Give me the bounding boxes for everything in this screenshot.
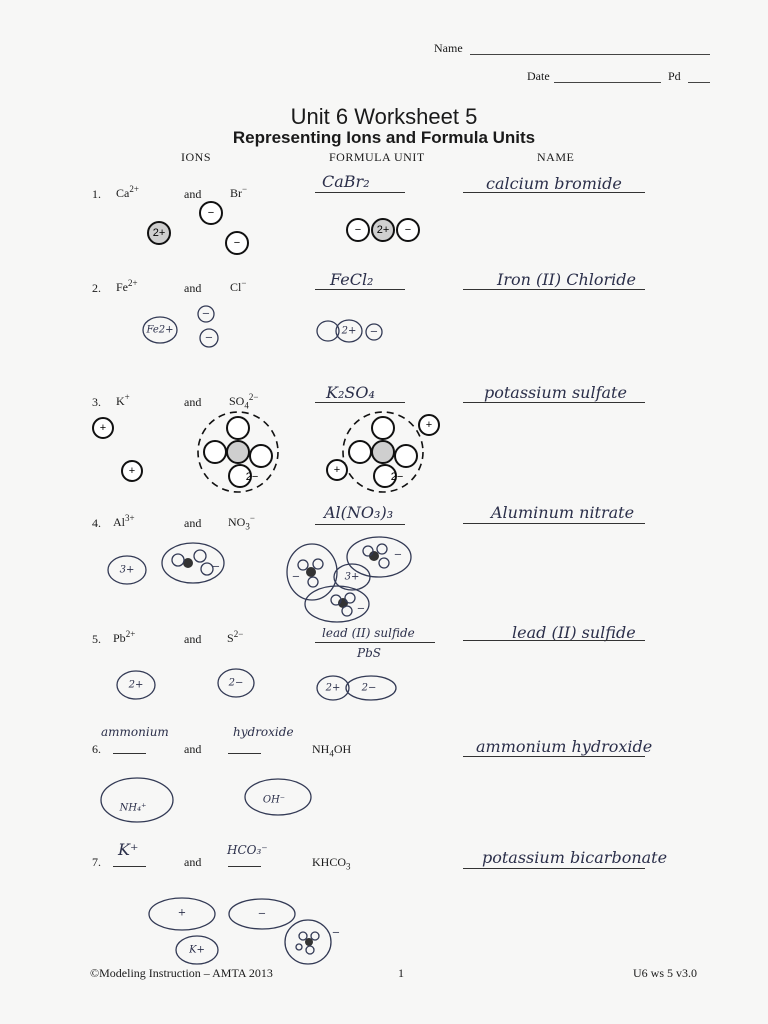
oxygen-atom bbox=[299, 932, 307, 940]
formula-answer: Al(NO₃)₃ bbox=[324, 503, 394, 522]
charge-label: − bbox=[211, 561, 221, 573]
problem-number: 7. bbox=[92, 855, 101, 869]
formula-printed: $KHCO_3$ bbox=[312, 855, 351, 872]
and-word: and bbox=[184, 281, 202, 295]
name-answer: potassium sulfate bbox=[484, 383, 627, 402]
charge-label: − bbox=[207, 207, 215, 219]
name-answer: Iron (II) Chloride bbox=[497, 270, 636, 289]
charge-label: 3+ bbox=[119, 564, 135, 576]
formula-answer-2: PbS bbox=[357, 646, 381, 660]
footer-copyright: ©Modeling Instruction – AMTA 2013 bbox=[90, 966, 273, 980]
cation-symbol: $Fe^{2+}$ bbox=[116, 278, 138, 294]
pd-label: Pd bbox=[668, 69, 681, 83]
cation-symbol: $Al^{3+}$ bbox=[113, 513, 135, 529]
charge-label: + bbox=[99, 422, 107, 434]
cation-symbol: $Pb^{2+}$ bbox=[113, 629, 136, 645]
name-answer: ammonium hydroxide bbox=[476, 737, 653, 756]
problem-number: 3. bbox=[92, 395, 101, 409]
name-answer: calcium bromide bbox=[486, 174, 622, 193]
anion-symbol: $SO_4^{2-}$ bbox=[229, 392, 259, 411]
problem-number: 1. bbox=[92, 187, 101, 201]
ion-label: NH₄⁺ bbox=[119, 802, 147, 814]
formula-answer: FeCl₂ bbox=[330, 270, 374, 289]
and-word: and bbox=[184, 187, 202, 201]
charge-label: − bbox=[233, 237, 241, 249]
charge-label: − bbox=[356, 603, 366, 615]
charge-label: + bbox=[333, 464, 341, 476]
charge-label: − bbox=[404, 224, 412, 236]
page-subtitle: Representing Ions and Formula Units bbox=[232, 128, 536, 147]
ion-label: OH⁻ bbox=[262, 794, 286, 806]
col-formula-unit: FORMULA UNIT bbox=[329, 150, 425, 164]
formula-answer: lead (II) sulfide bbox=[322, 626, 415, 640]
charge-label: − bbox=[204, 332, 214, 344]
charge-label: + bbox=[177, 907, 187, 919]
page-number: 1 bbox=[398, 966, 404, 980]
hydrogen-atom bbox=[296, 944, 302, 950]
charge-label: − bbox=[393, 549, 403, 561]
and-word: and bbox=[184, 632, 202, 646]
formula-printed: $NH_4OH$ bbox=[312, 742, 352, 759]
anion-symbol: $NO_3^-$ bbox=[228, 513, 255, 532]
charge-label: 2− bbox=[361, 682, 377, 694]
charge-label: 2+ bbox=[128, 679, 144, 691]
and-word: and bbox=[184, 395, 202, 409]
problem-number: 5. bbox=[92, 632, 101, 646]
problem-number: 6. bbox=[92, 742, 101, 756]
oxygen-atom bbox=[306, 946, 314, 954]
name-answer: Aluminum nitrate bbox=[491, 503, 635, 522]
oxygen-atom bbox=[311, 932, 319, 940]
name-answer: potassium bicarbonate bbox=[482, 848, 668, 867]
charge-label: 2− bbox=[228, 677, 244, 689]
anion-answer: hydroxide bbox=[233, 725, 294, 739]
col-ions: IONS bbox=[181, 150, 212, 164]
charge-label: + bbox=[425, 419, 433, 431]
charge-label: 2− bbox=[390, 471, 404, 483]
charge-label: − bbox=[331, 927, 341, 939]
anion-symbol: $S^{2-}$ bbox=[227, 629, 244, 645]
charge-label: 2+ bbox=[341, 325, 357, 337]
anion-symbol: Cl− bbox=[230, 278, 247, 294]
and-word: and bbox=[184, 855, 202, 869]
charge-label: Fe2+ bbox=[146, 324, 174, 336]
charge-label: 2+ bbox=[325, 682, 341, 694]
cation-answer: K⁺ bbox=[118, 840, 139, 859]
anion-symbol: Br− bbox=[230, 184, 248, 200]
problem-number: 2. bbox=[92, 281, 101, 295]
charge-label: − bbox=[291, 571, 301, 583]
ion-label: K+ bbox=[189, 944, 205, 956]
charge-label: − bbox=[201, 308, 211, 320]
charge-label: − bbox=[369, 326, 379, 338]
formula-answer: CaBr₂ bbox=[322, 172, 370, 191]
name-answer: lead (II) sulfide bbox=[512, 623, 636, 642]
charge-label: − bbox=[354, 224, 362, 236]
charge-label: 2+ bbox=[152, 227, 166, 239]
cation-symbol: K+ bbox=[116, 392, 130, 408]
and-word: and bbox=[184, 516, 202, 530]
cation-answer: ammonium bbox=[101, 725, 169, 739]
charge-label: 2− bbox=[245, 471, 259, 483]
footer-version: U6 ws 5 v3.0 bbox=[633, 966, 698, 980]
col-name: NAME bbox=[537, 150, 575, 164]
problem-number: 4. bbox=[92, 516, 101, 530]
charge-label: − bbox=[257, 908, 267, 920]
date-label: Date bbox=[527, 69, 550, 83]
name-label: Name bbox=[434, 41, 463, 55]
charge-label: + bbox=[128, 465, 136, 477]
cation-symbol: $Ca^{2+}$ bbox=[116, 184, 139, 200]
charge-label: 2+ bbox=[376, 224, 390, 236]
page-title: Unit 6 Worksheet 5 bbox=[290, 104, 478, 129]
formula-answer: K₂SO₄ bbox=[326, 383, 375, 402]
anion-answer: HCO₃⁻ bbox=[227, 843, 268, 857]
charge-label: 3+ bbox=[344, 571, 360, 583]
and-word: and bbox=[184, 742, 202, 756]
